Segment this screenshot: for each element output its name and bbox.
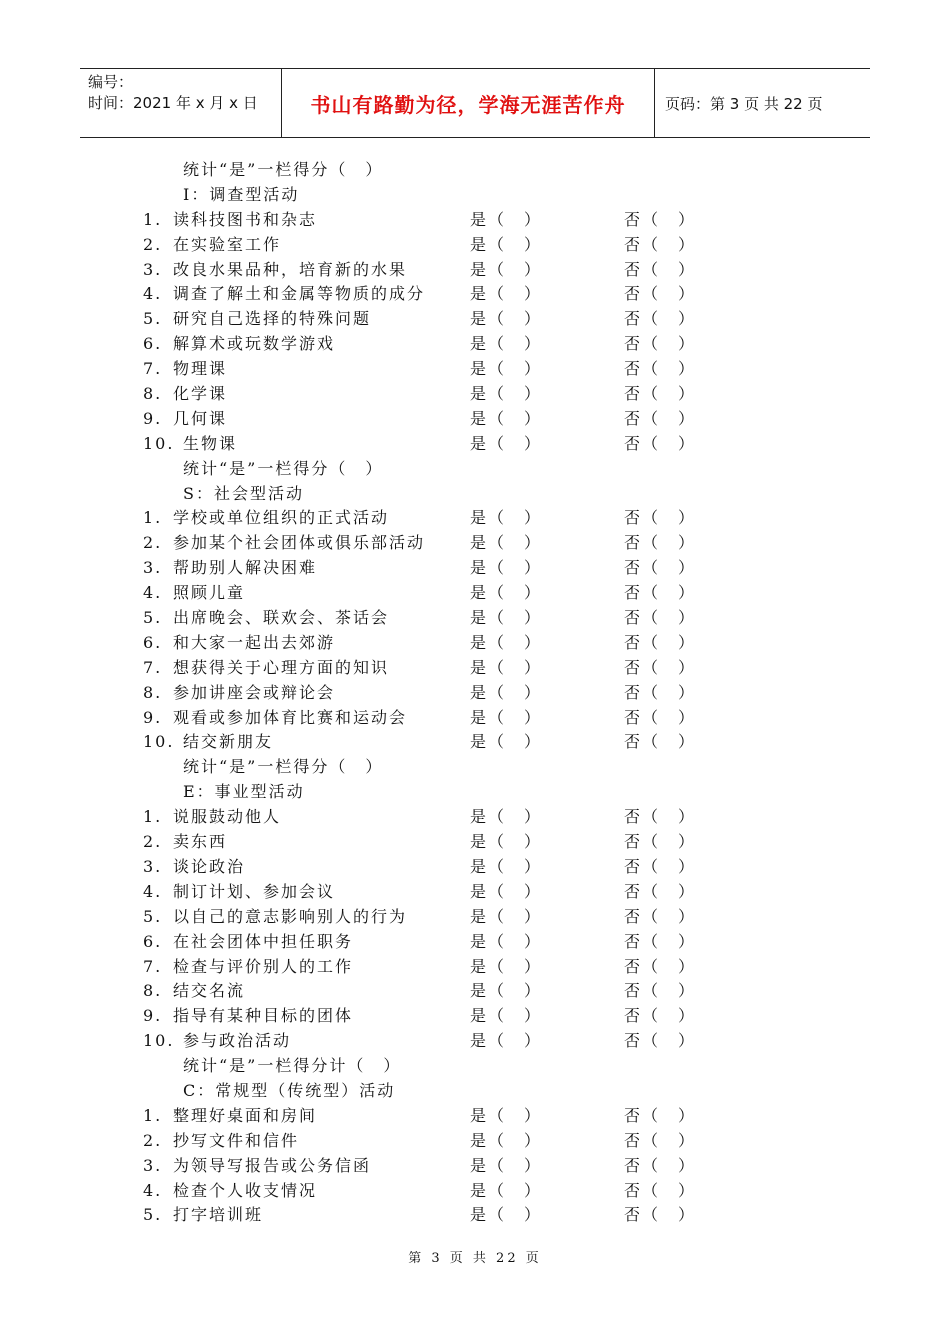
answer-yes-option[interactable]: 是（ ） (470, 533, 543, 553)
question-item (0, 805, 950, 830)
question-text: 抄写文件和信件 (173, 1130, 300, 1150)
question-number: 4. (143, 881, 163, 901)
answer-yes-option[interactable]: 是（ ） (470, 1006, 543, 1026)
question-item (0, 905, 950, 930)
question-text: 物理课 (173, 359, 228, 379)
answer-no-option[interactable]: 否（ ） (624, 832, 697, 852)
question-item (0, 357, 950, 382)
question-number: 6. (143, 931, 163, 951)
answer-yes-option[interactable]: 是（ ） (470, 832, 543, 852)
answer-yes-option[interactable]: 是（ ） (470, 1205, 543, 1225)
section-heading-text: 统计“是”一栏得分（ ） (183, 160, 384, 179)
question-text: 检查个人收支情况 (173, 1180, 318, 1200)
header-meta (80, 69, 282, 137)
question-text: 几何课 (173, 408, 228, 428)
question-item (0, 955, 950, 980)
question-number: 3. (143, 259, 163, 279)
section-heading (0, 780, 950, 805)
question-item (0, 979, 950, 1004)
answer-no-option[interactable]: 否（ ） (624, 732, 697, 752)
page-footer: 第 3 页 共 22 页 (408, 1251, 542, 1266)
answer-no-option[interactable]: 否（ ） (624, 1180, 697, 1200)
question-number: 10. (143, 732, 175, 752)
question-text: 和大家一起出去郊游 (173, 632, 336, 652)
question-item (0, 855, 950, 880)
answer-yes-option[interactable]: 是（ ） (470, 384, 543, 404)
answer-no-option[interactable]: 否（ ） (624, 1130, 697, 1150)
section-heading-text: E：事业型活动 (183, 782, 305, 802)
answer-no-option[interactable]: 否（ ） (624, 807, 697, 827)
answer-yes-option[interactable]: 是（ ） (470, 632, 543, 652)
answer-yes-option[interactable]: 是（ ） (470, 433, 543, 453)
question-number: 5. (143, 1205, 163, 1225)
questionnaire-body (0, 158, 950, 1228)
question-number: 6. (143, 334, 163, 354)
answer-yes-option[interactable]: 是（ ） (470, 856, 543, 876)
question-item (0, 407, 950, 432)
question-text: 在实验室工作 (173, 234, 282, 254)
answer-no-option[interactable]: 否（ ） (624, 956, 697, 976)
question-number: 9. (143, 1006, 163, 1026)
answer-yes-option[interactable]: 是（ ） (470, 608, 543, 628)
serial-number-label: 编号： (88, 73, 134, 91)
answer-no-option[interactable]: 否（ ） (624, 384, 697, 404)
question-item (0, 681, 950, 706)
answer-yes-option[interactable]: 是（ ） (470, 1180, 543, 1200)
question-item (0, 656, 950, 681)
question-number: 4. (143, 583, 163, 603)
answer-no-option[interactable]: 否（ ） (624, 209, 697, 229)
answer-no-option[interactable]: 否（ ） (624, 1031, 697, 1051)
question-text: 结交名流 (173, 981, 246, 1001)
answer-no-option[interactable]: 否（ ） (624, 533, 697, 553)
question-text: 参加讲座会或辩论会 (173, 682, 336, 702)
answer-no-option[interactable]: 否（ ） (624, 881, 697, 901)
question-item (0, 258, 950, 283)
question-text: 出席晚会、联欢会、茶话会 (173, 608, 390, 628)
header-motto: 书山有路勤为径，学海无涯苦作舟 (282, 69, 655, 137)
question-text: 指导有某种目标的团体 (173, 1006, 354, 1026)
question-item (0, 233, 950, 258)
question-text: 化学课 (173, 384, 228, 404)
section-heading-text: I：调查型活动 (183, 184, 300, 204)
answer-no-option[interactable]: 否（ ） (624, 408, 697, 428)
question-text: 结交新朋友 (183, 732, 274, 752)
question-number: 10. (143, 433, 175, 453)
question-text: 改良水果品种，培育新的水果 (173, 259, 408, 279)
question-text: 谈论政治 (173, 856, 246, 876)
question-item (0, 1004, 950, 1029)
answer-no-option[interactable]: 否（ ） (624, 508, 697, 528)
answer-yes-option[interactable]: 是（ ） (470, 956, 543, 976)
question-item (0, 1104, 950, 1129)
question-item (0, 332, 950, 357)
answer-no-option[interactable]: 否（ ） (624, 1006, 697, 1026)
question-text: 打字培训班 (173, 1205, 264, 1225)
answer-yes-option[interactable]: 是（ ） (470, 209, 543, 229)
answer-yes-option[interactable]: 是（ ） (470, 558, 543, 578)
answer-no-option[interactable]: 否（ ） (624, 1105, 697, 1125)
question-number: 8. (143, 981, 163, 1001)
question-item (0, 581, 950, 606)
answer-yes-option[interactable]: 是（ ） (470, 1130, 543, 1150)
question-number: 4. (143, 1180, 163, 1200)
answer-no-option[interactable]: 否（ ） (624, 707, 697, 727)
question-text: 读科技图书和杂志 (173, 209, 318, 229)
question-number: 2. (143, 234, 163, 254)
answer-no-option[interactable]: 否（ ） (624, 1205, 697, 1225)
section-heading-text: S：社会型活动 (183, 483, 304, 503)
question-text: 为领导写报告或公务信函 (173, 1155, 372, 1175)
question-number: 4. (143, 284, 163, 304)
question-number: 7. (143, 359, 163, 379)
question-item (0, 930, 950, 955)
question-text: 参与政治活动 (183, 1031, 292, 1051)
answer-yes-option[interactable]: 是（ ） (470, 1105, 543, 1125)
section-heading (0, 1079, 950, 1104)
answer-yes-option[interactable]: 是（ ） (470, 981, 543, 1001)
answer-no-option[interactable]: 否（ ） (624, 259, 697, 279)
answer-yes-option[interactable]: 是（ ） (470, 732, 543, 752)
question-number: 3. (143, 856, 163, 876)
question-number: 1. (143, 807, 163, 827)
answer-yes-option[interactable]: 是（ ） (470, 881, 543, 901)
answer-no-option[interactable]: 否（ ） (624, 234, 697, 254)
answer-no-option[interactable]: 否（ ） (624, 284, 697, 304)
answer-no-option[interactable]: 否（ ） (624, 558, 697, 578)
question-item (0, 282, 950, 307)
answer-yes-option[interactable]: 是（ ） (470, 359, 543, 379)
answer-yes-option[interactable]: 是（ ） (470, 583, 543, 603)
question-item (0, 631, 950, 656)
question-item (0, 706, 950, 731)
answer-yes-option[interactable]: 是（ ） (470, 657, 543, 677)
answer-yes-option[interactable]: 是（ ） (470, 1031, 543, 1051)
answer-no-option[interactable]: 否（ ） (624, 906, 697, 926)
question-item (0, 880, 950, 905)
question-number: 2. (143, 1130, 163, 1150)
question-number: 3. (143, 558, 163, 578)
question-text: 研究自己选择的特殊问题 (173, 309, 372, 329)
section-heading (0, 183, 950, 208)
answer-no-option[interactable]: 否（ ） (624, 856, 697, 876)
answer-no-option[interactable]: 否（ ） (624, 359, 697, 379)
question-text: 制订计划、参加会议 (173, 881, 336, 901)
question-item (0, 1029, 950, 1054)
question-text: 观看或参加体育比赛和运动会 (173, 707, 408, 727)
section-heading (0, 457, 950, 482)
question-text: 以自己的意志影响别人的行为 (173, 906, 408, 926)
answer-yes-option[interactable]: 是（ ） (470, 931, 543, 951)
section-heading (0, 1054, 950, 1079)
question-text: 帮助别人解决困难 (173, 558, 318, 578)
answer-yes-option[interactable]: 是（ ） (470, 508, 543, 528)
question-item (0, 830, 950, 855)
document-header (80, 68, 870, 138)
answer-no-option[interactable]: 否（ ） (624, 1155, 697, 1175)
question-number: 6. (143, 632, 163, 652)
question-item (0, 307, 950, 332)
answer-yes-option[interactable]: 是（ ） (470, 259, 543, 279)
question-item (0, 606, 950, 631)
question-number: 7. (143, 657, 163, 677)
question-number: 5. (143, 906, 163, 926)
section-heading-text: 统计“是”一栏得分（ ） (183, 458, 384, 478)
answer-yes-option[interactable]: 是（ ） (470, 1155, 543, 1175)
answer-yes-option[interactable]: 是（ ） (470, 682, 543, 702)
question-number: 7. (143, 956, 163, 976)
answer-no-option[interactable]: 否（ ） (624, 981, 697, 1001)
question-number: 8. (143, 384, 163, 404)
question-item (0, 432, 950, 457)
answer-no-option[interactable]: 否（ ） (624, 583, 697, 603)
question-item (0, 208, 950, 233)
question-number: 10. (143, 1031, 175, 1051)
question-number: 2. (143, 533, 163, 553)
question-number: 8. (143, 682, 163, 702)
question-text: 照顾儿童 (173, 583, 246, 603)
question-number: 1. (143, 508, 163, 528)
question-text: 学校或单位组织的正式活动 (173, 508, 390, 528)
answer-no-option[interactable]: 否（ ） (624, 334, 697, 354)
question-item (0, 382, 950, 407)
question-item (0, 531, 950, 556)
answer-yes-option[interactable]: 是（ ） (470, 408, 543, 428)
question-number: 1. (143, 1105, 163, 1125)
question-text: 卖东西 (173, 832, 228, 852)
answer-no-option[interactable]: 否（ ） (624, 608, 697, 628)
section-heading-text: 统计“是”一栏得分计（ ） (183, 1056, 402, 1076)
answer-yes-option[interactable]: 是（ ） (470, 234, 543, 254)
question-text: 解算术或玩数学游戏 (173, 334, 336, 354)
section-heading-text: C：常规型（传统型）活动 (183, 1080, 396, 1100)
question-item (0, 1203, 950, 1228)
answer-yes-option[interactable]: 是（ ） (470, 906, 543, 926)
answer-yes-option[interactable]: 是（ ） (470, 334, 543, 354)
section-heading-text: 统计“是”一栏得分（ ） (183, 757, 384, 777)
question-text: 在社会团体中担任职务 (173, 931, 354, 951)
answer-yes-option[interactable]: 是（ ） (470, 807, 543, 827)
question-text: 生物课 (183, 433, 238, 453)
question-item (0, 1129, 950, 1154)
question-text: 说服鼓动他人 (173, 807, 282, 827)
answer-no-option[interactable]: 否（ ） (624, 433, 697, 453)
answer-no-option[interactable]: 否（ ） (624, 931, 697, 951)
answer-yes-option[interactable]: 是（ ） (470, 707, 543, 727)
question-text: 参加某个社会团体或俱乐部活动 (173, 533, 426, 553)
question-text: 想获得关于心理方面的知识 (173, 657, 390, 677)
section-heading (0, 755, 950, 780)
question-text: 检查与评价别人的工作 (173, 956, 354, 976)
question-item (0, 730, 950, 755)
question-number: 1. (143, 209, 163, 229)
answer-yes-option[interactable]: 是（ ） (470, 284, 543, 304)
question-number: 9. (143, 707, 163, 727)
question-item (0, 1154, 950, 1179)
date-label: 时间：2021 年 x 月 x 日 (88, 94, 258, 112)
answer-no-option[interactable]: 否（ ） (624, 682, 697, 702)
question-text: 整理好桌面和房间 (173, 1105, 318, 1125)
answer-yes-option[interactable]: 是（ ） (470, 309, 543, 329)
answer-no-option[interactable]: 否（ ） (624, 632, 697, 652)
answer-no-option[interactable]: 否（ ） (624, 309, 697, 329)
question-item (0, 1179, 950, 1204)
question-number: 5. (143, 608, 163, 628)
question-number: 2. (143, 832, 163, 852)
question-text: 调查了解土和金属等物质的成分 (173, 284, 426, 304)
question-item (0, 556, 950, 581)
header-page-number: 页码：第 3 页 共 22 页 (665, 94, 823, 113)
section-heading (0, 158, 950, 183)
answer-no-option[interactable]: 否（ ） (624, 657, 697, 677)
section-heading (0, 482, 950, 507)
question-item (0, 506, 950, 531)
question-number: 9. (143, 408, 163, 428)
question-number: 3. (143, 1155, 163, 1175)
question-number: 5. (143, 309, 163, 329)
